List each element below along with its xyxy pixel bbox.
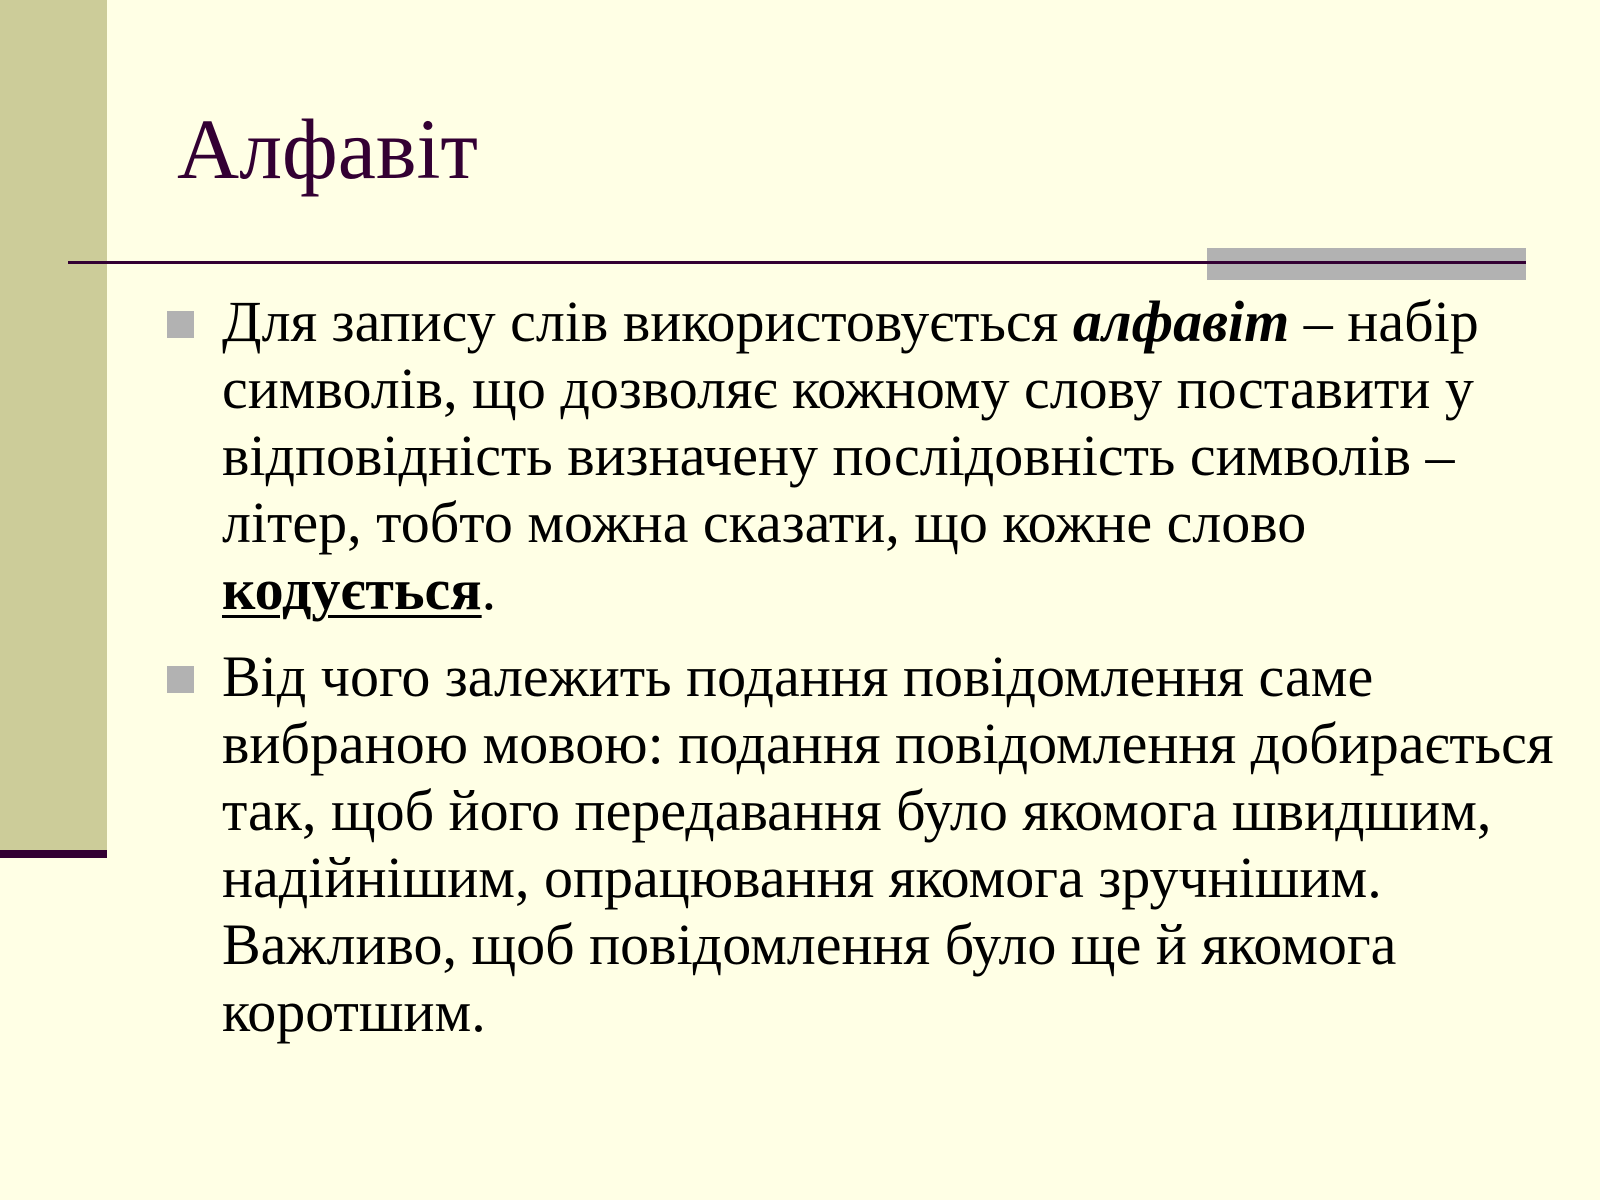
term-encoded: кодується [222, 557, 482, 622]
bullet-text-start: Для запису слів використовується [222, 289, 1073, 354]
bullet-item-alphabet [0, 288, 1600, 623]
bullet-text-middle: – набір символів, що дозволяє кожному слову поставити у відповідність визначену послідовність символів – літер, тобто можна сказати, що кожне слово [222, 289, 1479, 555]
bullet-list [0, 288, 1600, 1045]
bullet-text-end: . [481, 557, 497, 622]
bullet-item-representation [0, 643, 1600, 1045]
slide-title: Алфавіт [177, 101, 478, 197]
square-bullet-icon [167, 311, 194, 338]
divider-accent-line [1207, 261, 1526, 264]
term-alphabet: алфавіт [1072, 289, 1290, 354]
divider-accent-block [1207, 248, 1526, 280]
bullet-text: Від чого залежить подання повідомлення саме вибраною мовою: подання повідомлення добирається так, щоб його передавання було якомога швидшим, надійнішим, опрацювання якомога зручнішим. Важливо, щоб повідомлення було ще й якомога коротшим. [222, 644, 1554, 1044]
square-bullet-icon [167, 666, 194, 693]
